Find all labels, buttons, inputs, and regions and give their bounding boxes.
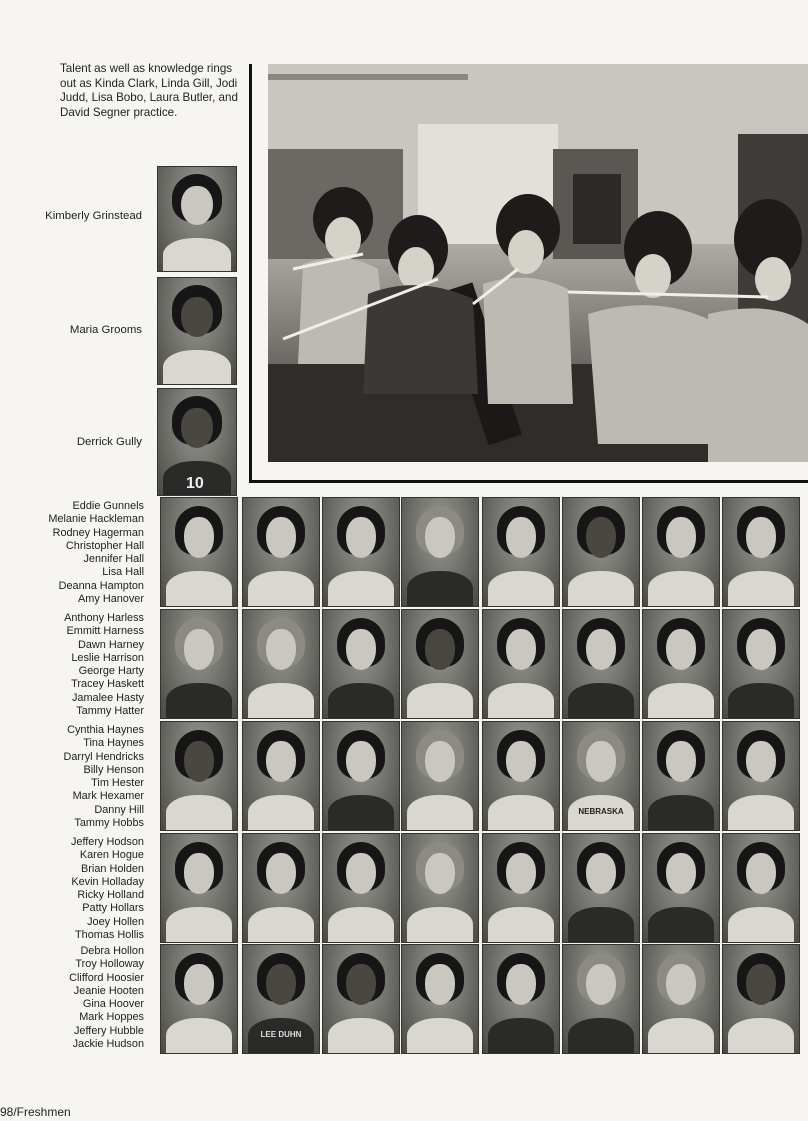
student-portrait xyxy=(160,944,238,1054)
shirt-text: LEE DUHN xyxy=(260,1030,302,1039)
student-name: Deanna Hampton xyxy=(58,579,144,592)
student-portrait xyxy=(562,497,640,607)
student-name: Anthony Harless xyxy=(64,612,144,624)
student-portrait xyxy=(401,497,479,607)
student-name: Lisa Hall xyxy=(102,566,144,579)
student-name: Jennifer Hall xyxy=(83,553,144,566)
page-footer: 98/Freshmen xyxy=(0,1105,71,1119)
student-portrait xyxy=(322,497,400,607)
student-name: Eddie Gunnels xyxy=(72,500,144,512)
portrait-side-2 xyxy=(157,277,237,385)
student-portrait xyxy=(642,497,720,607)
student-portrait xyxy=(242,609,320,719)
student-name: Leslie Harrison xyxy=(71,651,144,664)
student-name: Jamalee Hasty xyxy=(71,691,144,704)
name-group-1 xyxy=(4,500,144,606)
student-name: Clifford Hoosier xyxy=(69,971,144,984)
student-portrait xyxy=(642,721,720,831)
name-group-4 xyxy=(4,836,144,942)
student-portrait xyxy=(562,833,640,943)
student-portrait xyxy=(322,609,400,719)
student-name: Christopher Hall xyxy=(65,539,144,552)
student-portrait xyxy=(242,721,320,831)
band-practice-photo xyxy=(268,64,808,462)
student-portrait xyxy=(482,497,560,607)
student-portrait xyxy=(482,721,560,831)
student-name: Mark Hexamer xyxy=(72,790,144,803)
student-name: Brian Holden xyxy=(81,862,144,875)
student-name: Cynthia Haynes xyxy=(67,724,144,736)
student-portrait xyxy=(482,944,560,1054)
student-name: Jackie Hudson xyxy=(72,1038,144,1051)
student-portrait xyxy=(322,721,400,831)
name-group-3 xyxy=(4,724,144,830)
student-name: Patty Hollars xyxy=(82,902,144,915)
student-name: Karen Hogue xyxy=(79,849,144,862)
student-portrait xyxy=(160,497,238,607)
student-portrait xyxy=(322,833,400,943)
student-name: Troy Holloway xyxy=(75,958,144,971)
student-portrait xyxy=(562,944,640,1054)
student-portrait xyxy=(242,497,320,607)
student-portrait xyxy=(722,609,800,719)
portrait-side-3 xyxy=(157,388,237,496)
side-name-2: Maria Grooms xyxy=(69,324,142,336)
student-portrait xyxy=(722,944,800,1054)
student-name: Jeffery Hodson xyxy=(70,836,144,848)
student-name: Tracey Haskett xyxy=(71,678,144,691)
student-portrait xyxy=(642,609,720,719)
student-portrait xyxy=(642,944,720,1054)
student-name: Melanie Hackleman xyxy=(48,513,144,526)
side-name-3: Derrick Gully xyxy=(76,436,142,448)
student-portrait xyxy=(722,833,800,943)
student-name: Debra Hollon xyxy=(80,945,144,957)
student-portrait xyxy=(722,497,800,607)
student-name: Darryl Hendricks xyxy=(63,750,144,763)
student-name: Thomas Hollis xyxy=(75,929,144,942)
side-name-1: Kimberly Grinstead xyxy=(45,210,142,222)
shirt-text: NEBRASKA xyxy=(578,807,624,816)
name-group-5 xyxy=(4,945,144,1051)
student-portrait xyxy=(642,833,720,943)
student-portrait xyxy=(562,609,640,719)
student-portrait xyxy=(482,609,560,719)
student-portrait xyxy=(401,944,479,1054)
student-portrait xyxy=(401,609,479,719)
photo-caption: Talent as well as knowledge rings out as Kinda Clark, Linda Gill, Jodi Judd, Lisa Bobo, Laura Butler, and David Segner practice. xyxy=(60,62,238,119)
student-portrait xyxy=(242,944,320,1054)
student-name: Jeffery Hubble xyxy=(73,1024,144,1037)
student-name: Kevin Holladay xyxy=(71,875,144,888)
student-name: Emmitt Harness xyxy=(66,625,144,638)
student-name: George Harty xyxy=(78,665,144,678)
name-group-2 xyxy=(4,612,144,718)
student-portrait xyxy=(322,944,400,1054)
student-name: Rodney Hagerman xyxy=(52,526,144,539)
student-name: Tina Haynes xyxy=(83,737,144,750)
student-name: Tammy Hobbs xyxy=(74,817,144,830)
student-name: Amy Hanover xyxy=(78,593,144,606)
portrait-side-1 xyxy=(157,166,237,272)
student-name: Gina Hoover xyxy=(82,998,144,1011)
student-name: Tim Hester xyxy=(91,777,144,790)
student-name: Dawn Harney xyxy=(78,638,144,651)
student-name: Ricky Holland xyxy=(77,889,144,902)
student-portrait xyxy=(401,721,479,831)
student-name: Mark Hoppes xyxy=(79,1011,144,1024)
student-portrait xyxy=(562,721,640,831)
student-portrait xyxy=(482,833,560,943)
student-name: Billy Henson xyxy=(83,763,144,776)
student-portrait xyxy=(401,833,479,943)
student-name: Danny Hill xyxy=(94,803,144,816)
student-portrait xyxy=(160,721,238,831)
student-name: Tammy Hatter xyxy=(76,705,144,718)
student-portrait xyxy=(160,609,238,719)
student-portrait xyxy=(160,833,238,943)
side-3-shirt-number: 10 xyxy=(186,475,204,492)
student-name: Joey Hollen xyxy=(87,915,144,928)
student-name: Jeanie Hooten xyxy=(73,984,144,997)
student-portrait xyxy=(242,833,320,943)
student-portrait xyxy=(722,721,800,831)
